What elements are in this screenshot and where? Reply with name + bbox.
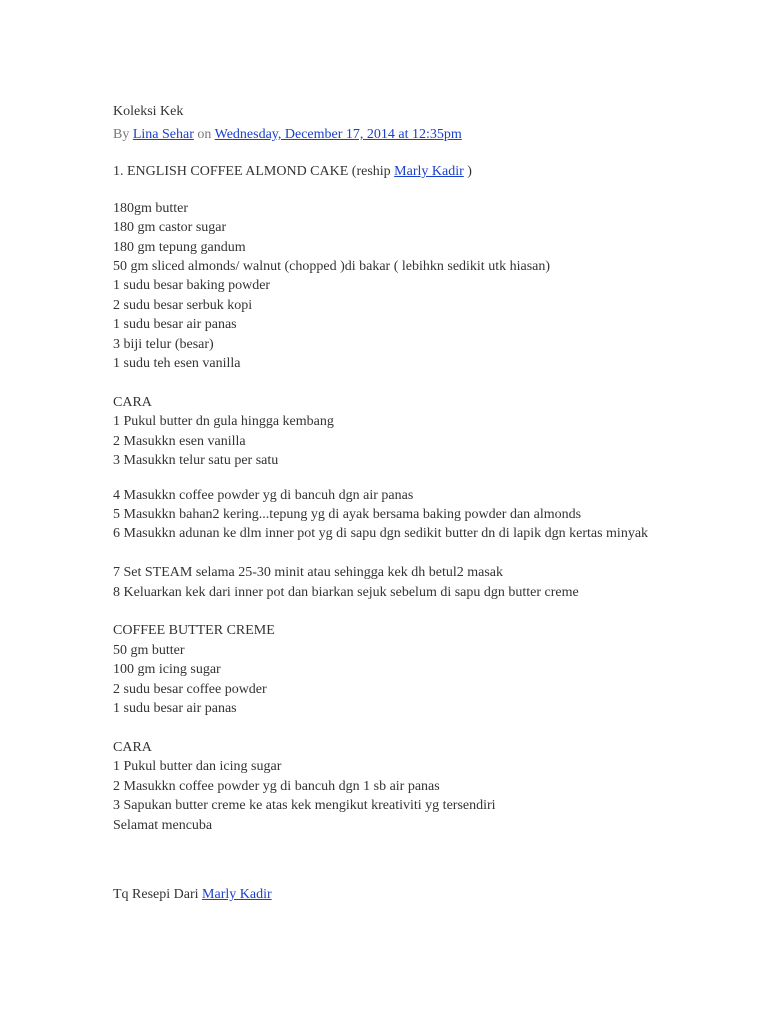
- creme-heading: COFFEE BUTTER CREME: [113, 623, 275, 638]
- ingredient-item: 180 gm tepung gandum: [113, 240, 246, 255]
- ingredient-item: 180 gm castor sugar: [113, 220, 227, 235]
- ingredient-item: 50 gm sliced almonds/ walnut (chopped )di bakar ( lebihkn sedikit utk hiasan): [113, 259, 551, 274]
- byline-by: By: [113, 127, 130, 142]
- byline: [113, 125, 462, 145]
- method-heading: CARA: [113, 395, 152, 410]
- recipe-heading: [113, 162, 472, 182]
- author-link[interactable]: Lina Sehar: [132, 127, 194, 142]
- credit-text: Tq Resepi Dari: [113, 887, 199, 902]
- method-step: 2 Masukkn coffee powder yg di bancuh dgn 1 sb air panas: [113, 779, 440, 794]
- method-step: 2 Masukkn esen vanilla: [113, 434, 246, 449]
- ingredient-item: 1 sudu besar air panas: [113, 317, 237, 332]
- recipe-heading-close: ): [467, 164, 472, 179]
- ingredient-item: 2 sudu besar coffee powder: [113, 682, 267, 697]
- method-step: 3 Sapukan butter creme ke atas kek mengikut kreativiti yg tersendiri: [113, 798, 496, 813]
- byline-on: on: [197, 127, 212, 142]
- ingredient-item: 3 biji telur (besar): [113, 337, 214, 352]
- closing-text: Selamat mencuba: [113, 818, 213, 833]
- reship-author-link[interactable]: Marly Kadir: [394, 164, 464, 179]
- recipe-heading-text: 1. ENGLISH COFFEE ALMOND CAKE (reship: [113, 164, 391, 179]
- method-step: 4 Masukkn coffee powder yg di bancuh dgn air panas: [113, 488, 414, 503]
- date-link[interactable]: Wednesday, December 17, 2014 at 12:35pm: [214, 127, 462, 142]
- ingredient-item: 1 sudu besar air panas: [113, 701, 237, 716]
- method-step: 5 Masukkn bahan2 kering...tepung yg di ayak bersama baking powder dan almonds: [113, 507, 582, 522]
- method-step: 3 Masukkn telur satu per satu: [113, 453, 279, 468]
- method-step: 7 Set STEAM selama 25-30 minit atau sehingga kek dh betul2 masak: [113, 565, 503, 580]
- creme-method-heading: CARA: [113, 740, 152, 755]
- method-step: 1 Pukul butter dn gula hingga kembang: [113, 414, 334, 429]
- method-step: 8 Keluarkan kek dari inner pot dan biarkan sejuk sebelum di sapu dgn butter creme: [113, 585, 579, 600]
- ingredient-item: 50 gm butter: [113, 643, 185, 658]
- credit-author-link[interactable]: Marly Kadir: [202, 887, 272, 902]
- document-title: Koleksi Kek: [113, 104, 184, 119]
- ingredient-item: 100 gm icing sugar: [113, 662, 221, 677]
- ingredient-item: 1 sudu teh esen vanilla: [113, 356, 241, 371]
- ingredient-item: 1 sudu besar baking powder: [113, 278, 271, 293]
- credit-line: [113, 885, 272, 905]
- method-step: 1 Pukul butter dan icing sugar: [113, 759, 282, 774]
- ingredient-item: 180gm butter: [113, 201, 189, 216]
- method-step: 6 Masukkn adunan ke dlm inner pot yg di sapu dgn sedikit butter dn di lapik dgn kertas minyak: [113, 526, 649, 541]
- ingredient-item: 2 sudu besar serbuk kopi: [113, 298, 253, 313]
